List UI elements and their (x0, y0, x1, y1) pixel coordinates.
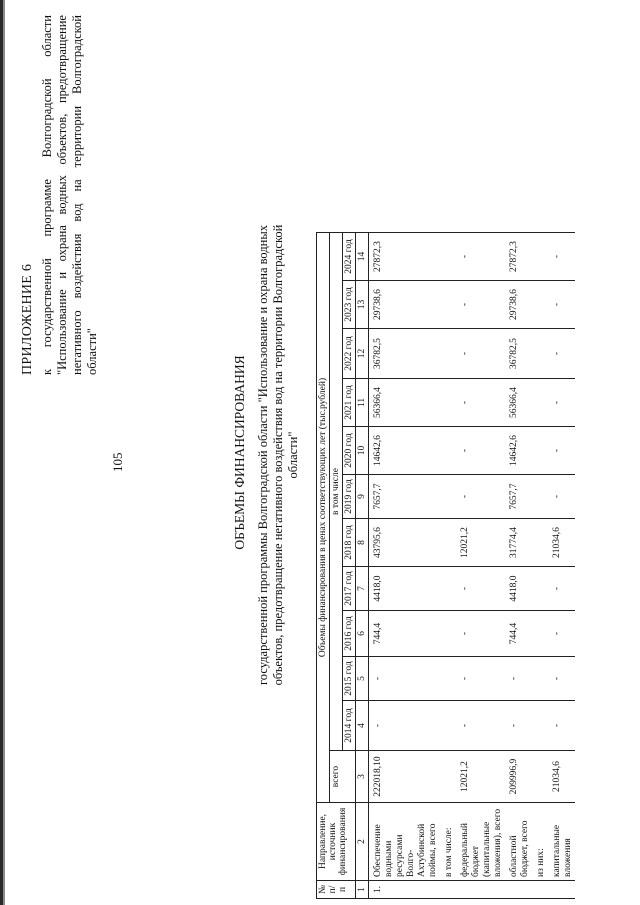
cell-year-value: 36782,5 (369, 329, 441, 379)
column-number: 9 (356, 475, 369, 519)
cell-year-value: - (548, 427, 575, 475)
header-year: 2018 год (343, 519, 356, 567)
empty-cell (440, 611, 456, 657)
column-number: 14 (356, 233, 369, 281)
column-number: 6 (356, 611, 369, 657)
empty-cell (532, 751, 548, 803)
empty-cell (440, 751, 456, 803)
cell-year-value: 56366,4 (369, 379, 441, 427)
cell-year-value: 7657,7 (505, 475, 532, 519)
row-name: из них: (532, 803, 548, 881)
empty-cell (440, 475, 456, 519)
row-number (505, 881, 532, 899)
empty-cell (440, 519, 456, 567)
header-year: 2017 год (343, 567, 356, 611)
cell-year-value: - (456, 611, 505, 657)
header-total: всего (330, 751, 356, 803)
column-number: 8 (356, 519, 369, 567)
table-row (532, 233, 548, 899)
cell-year-value: 14642,6 (369, 427, 441, 475)
cell-total: 209996,9 (505, 751, 532, 803)
row-number (440, 881, 456, 899)
column-number: 4 (356, 701, 369, 751)
cell-year-value: 29738,6 (369, 281, 441, 329)
cell-year-value: - (548, 233, 575, 281)
cell-year-value: - (548, 567, 575, 611)
cell-year-value: 27872,3 (505, 233, 532, 281)
table-row (456, 233, 505, 899)
table-body (369, 233, 576, 899)
empty-cell (440, 329, 456, 379)
table-row (548, 233, 575, 899)
cell-year-value: 744,4 (369, 611, 441, 657)
cell-year-value: 14642,6 (505, 427, 532, 475)
cell-year-value: - (505, 701, 532, 751)
cell-year-value: 21034,6 (548, 519, 575, 567)
cell-year-value: - (456, 233, 505, 281)
table-row (369, 233, 441, 899)
row-name: федеральный бюджет (капитальные вложения), всего (456, 803, 505, 881)
empty-cell (532, 427, 548, 475)
header-year: 2024 год (343, 233, 356, 281)
appendix-text: к государственной программе Волгоградской области "Использование и охрана водных объектов, предотвращение негативного воздействия вод на территории Волгоградской области" (40, 15, 99, 375)
empty-cell (532, 611, 548, 657)
cell-year-value: - (369, 657, 441, 701)
row-name: Обеспечение водными ресурсами Волго-Ахтубинской поймы, всего (369, 803, 441, 881)
table-row (440, 233, 456, 899)
column-number: 3 (356, 751, 369, 803)
row-number (532, 881, 548, 899)
appendix-title: ПРИЛОЖЕНИЕ 6 (20, 263, 35, 375)
cell-year-value: - (548, 657, 575, 701)
row-number: 1. (369, 881, 441, 899)
cell-year-value: - (456, 281, 505, 329)
empty-cell (532, 281, 548, 329)
cell-year-value: 744,4 (505, 611, 532, 657)
empty-cell (440, 427, 456, 475)
cell-year-value: 56366,4 (505, 379, 532, 427)
header-year: 2015 год (343, 657, 356, 701)
cell-year-value: 29738,6 (505, 281, 532, 329)
row-name: капитальные вложения (548, 803, 575, 881)
header-year: 2020 год (343, 427, 356, 475)
cell-year-value: 4418,0 (505, 567, 532, 611)
cell-year-value: - (456, 379, 505, 427)
cell-year-value: 12021,2 (456, 519, 505, 567)
empty-cell (532, 519, 548, 567)
column-number: 2 (356, 803, 369, 881)
empty-cell (532, 233, 548, 281)
empty-cell (532, 657, 548, 701)
cell-year-value: - (456, 475, 505, 519)
column-number: 7 (356, 567, 369, 611)
cell-year-value: 36782,5 (505, 329, 532, 379)
empty-cell (440, 281, 456, 329)
cell-year-value: - (456, 701, 505, 751)
column-number: 10 (356, 427, 369, 475)
header-year: 2022 год (343, 329, 356, 379)
table-row (505, 233, 532, 899)
empty-cell (440, 379, 456, 427)
cell-year-value: - (369, 701, 441, 751)
empty-cell (440, 657, 456, 701)
header-volume: Объемы финансирования в ценах соответствующих лет (тыс.рублей) (317, 233, 330, 803)
column-number: 12 (356, 329, 369, 379)
empty-cell (532, 379, 548, 427)
cell-year-value: - (548, 611, 575, 657)
column-number: 11 (356, 379, 369, 427)
cell-year-value: 7657,7 (369, 475, 441, 519)
empty-cell (532, 475, 548, 519)
cell-year-value: 43795,6 (369, 519, 441, 567)
cell-year-value: - (548, 701, 575, 751)
header-year: 2016 год (343, 611, 356, 657)
cell-year-value: - (548, 475, 575, 519)
header-year: 2021 год (343, 379, 356, 427)
page-number: 105 (110, 452, 125, 472)
empty-cell (440, 233, 456, 281)
header-numbers-row (356, 233, 369, 899)
cell-year-value: - (456, 427, 505, 475)
header-year: 2019 год (343, 475, 356, 519)
financing-table (316, 232, 575, 899)
empty-cell (532, 329, 548, 379)
document-subtitle: государственной программы Волгоградской области "Использование и охрана водных объектов, предотвращение негативного воздействия вод на территории Волгоградской области" (256, 224, 300, 686)
document-title: ОБЪЕМЫ ФИНАНСИРОВАНИЯ (232, 355, 247, 550)
header-year: 2023 год (343, 281, 356, 329)
cell-total: 21034,6 (548, 751, 575, 803)
column-number: 5 (356, 657, 369, 701)
cell-year-value: - (548, 281, 575, 329)
cell-year-value: 4418,0 (369, 567, 441, 611)
header-year: 2014 год (343, 701, 356, 751)
cell-year-value: - (456, 657, 505, 701)
cell-total: 12021,2 (456, 751, 505, 803)
cell-year-value: - (548, 379, 575, 427)
empty-cell (440, 701, 456, 751)
empty-cell (532, 567, 548, 611)
cell-year-value: - (456, 567, 505, 611)
row-name: в том числе: (440, 803, 456, 881)
cell-year-value: 27872,3 (369, 233, 441, 281)
empty-cell (532, 701, 548, 751)
column-number: 13 (356, 281, 369, 329)
row-number (456, 881, 505, 899)
cell-year-value: 31774,4 (505, 519, 532, 567)
column-number: 1 (356, 881, 369, 899)
row-number (548, 881, 575, 899)
cell-year-value: - (456, 329, 505, 379)
header-direction: Направление, источник финансирования (317, 803, 356, 881)
row-name: областной бюджет, всего (505, 803, 532, 881)
header-num: № п/п (317, 881, 356, 899)
header-incl: в том числе (330, 233, 343, 751)
empty-cell (440, 567, 456, 611)
cell-year-value: - (548, 329, 575, 379)
cell-total: 222018,10 (369, 751, 441, 803)
cell-year-value: - (505, 657, 532, 701)
